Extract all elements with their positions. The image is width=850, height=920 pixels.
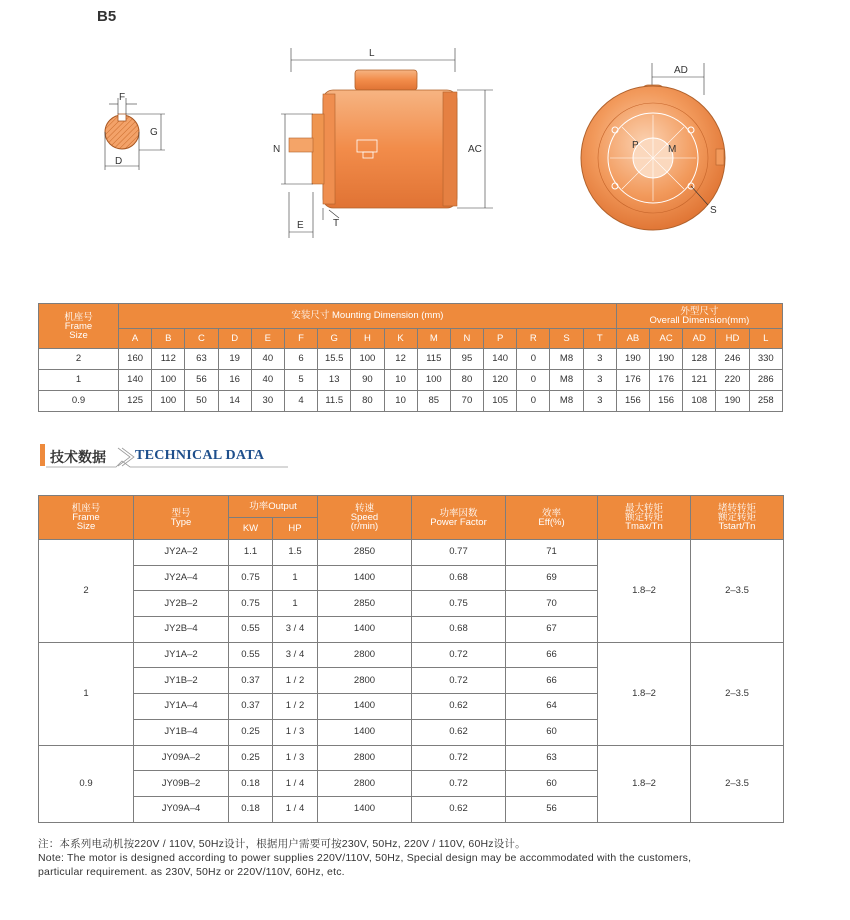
hp-cell: 1 / 2 (273, 668, 318, 694)
dim-label-g: G (150, 127, 158, 138)
column-header-g: G (318, 329, 351, 349)
dimension-cell: 156 (616, 391, 649, 412)
type-cell: JY1B–4 (134, 719, 229, 745)
column-header-c: C (185, 329, 218, 349)
dimension-cell: 3 (583, 349, 616, 370)
section-title-en: TECHNICAL DATA (135, 448, 265, 463)
dimension-cell: 80 (351, 391, 384, 412)
type-cell: JY1A–2 (134, 642, 229, 668)
tstart-cell: 2–3.5 (691, 540, 784, 643)
dimension-cell: 100 (351, 349, 384, 370)
dimension-cell: 10 (384, 370, 417, 391)
column-header-e: E (251, 329, 284, 349)
type-cell: JY2A–4 (134, 565, 229, 591)
dimension-cell: 105 (484, 391, 517, 412)
column-header-hd: HD (716, 329, 749, 349)
column-header-h: H (351, 329, 384, 349)
motor-front-view-drawing (570, 55, 750, 245)
column-header-m: M (417, 329, 450, 349)
dimension-cell: 40 (251, 349, 284, 370)
dimension-cell: 100 (152, 391, 185, 412)
mounting-dimension-table (38, 303, 783, 412)
dimension-cell: 176 (616, 370, 649, 391)
kw-cell: 0.75 (229, 591, 273, 617)
motor-side-view-drawing (265, 42, 500, 242)
dimension-cell: 190 (616, 349, 649, 370)
column-header-p: P (484, 329, 517, 349)
hp-cell: 3 / 4 (273, 642, 318, 668)
note-cn: 注：本系列电动机按220V / 110V, 50Hz设计，根据用户需要可按230V, 50Hz, 220V / 110V, 60Hz设计。 (38, 838, 526, 850)
type-cell: JY1A–4 (134, 694, 229, 720)
dimension-cell: 0 (517, 391, 550, 412)
column-header-l: L (749, 329, 782, 349)
dimension-cell: 100 (417, 370, 450, 391)
dimension-cell: 70 (450, 391, 483, 412)
header-efficiency: 效率 Eff(%) (506, 496, 598, 540)
table-row (39, 642, 784, 668)
dimension-cell: M8 (550, 391, 583, 412)
power-factor-cell: 0.72 (412, 668, 506, 694)
efficiency-cell: 70 (506, 591, 598, 617)
kw-cell: 0.18 (229, 771, 273, 797)
dimension-cell: 220 (716, 370, 749, 391)
dim-label-l: L (369, 48, 375, 59)
header-tmax: 最大转矩 额定转矩 Tmax/Tn (598, 496, 691, 540)
type-cell: JY1B–2 (134, 668, 229, 694)
table-row (39, 745, 784, 771)
power-factor-cell: 0.77 (412, 540, 506, 566)
dimension-cell: 10 (384, 391, 417, 412)
efficiency-cell: 64 (506, 694, 598, 720)
efficiency-cell: 71 (506, 540, 598, 566)
column-header-b: B (152, 329, 185, 349)
section-title-cn: 技术数据 (50, 450, 106, 466)
dimension-cell: 100 (152, 370, 185, 391)
page-title: B5 (97, 8, 117, 25)
speed-cell: 1400 (318, 719, 412, 745)
dimension-cell: 11.5 (318, 391, 351, 412)
dimension-cell: M8 (550, 349, 583, 370)
table-row (39, 370, 783, 391)
frame-size-cell: 0.9 (39, 391, 119, 412)
column-header-a: A (119, 329, 152, 349)
power-factor-cell: 0.62 (412, 796, 506, 822)
speed-cell: 1400 (318, 565, 412, 591)
frame-size-cell: 1 (39, 370, 119, 391)
dimension-cell: 15.5 (318, 349, 351, 370)
header-mounting-dimension: 安装尺寸 Mounting Dimension (mm) (119, 304, 617, 329)
hp-cell: 1.5 (273, 540, 318, 566)
header-kw: KW (229, 518, 273, 540)
efficiency-cell: 66 (506, 642, 598, 668)
header-frame-size: 机座号 Frame Size (39, 496, 134, 540)
dim-label-p: P (632, 140, 639, 151)
efficiency-cell: 60 (506, 719, 598, 745)
column-header-k: K (384, 329, 417, 349)
power-factor-cell: 0.62 (412, 719, 506, 745)
dim-label-s: S (710, 205, 717, 216)
hp-cell: 1 / 4 (273, 796, 318, 822)
speed-cell: 1400 (318, 694, 412, 720)
dim-label-ad: AD (674, 65, 688, 76)
hp-cell: 1 / 3 (273, 745, 318, 771)
kw-cell: 0.18 (229, 796, 273, 822)
speed-cell: 2800 (318, 642, 412, 668)
dimension-cell: 80 (450, 370, 483, 391)
speed-cell: 2850 (318, 591, 412, 617)
dimension-cell: 5 (284, 370, 317, 391)
power-factor-cell: 0.72 (412, 745, 506, 771)
dimension-cell: 176 (650, 370, 683, 391)
efficiency-cell: 56 (506, 796, 598, 822)
header-speed: 转速 Speed (r/min) (318, 496, 412, 540)
hp-cell: 1 / 4 (273, 771, 318, 797)
hp-cell: 3 / 4 (273, 617, 318, 643)
speed-cell: 2800 (318, 771, 412, 797)
frame-size-cell: 2 (39, 349, 119, 370)
kw-cell: 0.55 (229, 642, 273, 668)
kw-cell: 0.37 (229, 694, 273, 720)
dimension-cell: 190 (716, 391, 749, 412)
header-tstart: 堵转转矩 额定转矩 Tstart/Tn (691, 496, 784, 540)
dimension-cell: 19 (218, 349, 251, 370)
tmax-cell: 1.8–2 (598, 642, 691, 745)
column-header-s: S (550, 329, 583, 349)
column-header-row (39, 329, 783, 349)
speed-cell: 1400 (318, 796, 412, 822)
dimension-cell: 121 (683, 370, 716, 391)
column-header-n: N (450, 329, 483, 349)
dim-label-n: N (273, 144, 281, 155)
hp-cell: 1 / 2 (273, 694, 318, 720)
speed-cell: 2800 (318, 745, 412, 771)
speed-cell: 1400 (318, 617, 412, 643)
dimension-cell: 0 (517, 349, 550, 370)
kw-cell: 0.75 (229, 565, 273, 591)
kw-cell: 1.1 (229, 540, 273, 566)
dimension-cell: 85 (417, 391, 450, 412)
efficiency-cell: 60 (506, 771, 598, 797)
column-header-r: R (517, 329, 550, 349)
column-header-t: T (583, 329, 616, 349)
dimension-cell: 330 (749, 349, 782, 370)
dim-label-f: F (119, 92, 126, 103)
kw-cell: 0.55 (229, 617, 273, 643)
dimension-cell: 115 (417, 349, 450, 370)
dim-label-m: M (668, 144, 677, 155)
type-cell: JY2B–2 (134, 591, 229, 617)
dimension-cell: 12 (384, 349, 417, 370)
speed-cell: 2800 (318, 668, 412, 694)
dimension-cell: 56 (185, 370, 218, 391)
dimension-cell: 128 (683, 349, 716, 370)
column-header-ac: AC (650, 329, 683, 349)
hp-cell: 1 / 3 (273, 719, 318, 745)
table-row (39, 540, 784, 566)
dimension-cell: 3 (583, 370, 616, 391)
dim-label-t: T (333, 218, 340, 229)
technical-data-table (38, 495, 784, 823)
power-factor-cell: 0.72 (412, 771, 506, 797)
header-overall-dimension: 外型尺寸 Overall Dimension(mm) (616, 304, 782, 329)
shaft-section-drawing (95, 88, 170, 173)
column-header-d: D (218, 329, 251, 349)
dimension-cell: 160 (119, 349, 152, 370)
dimension-cell: 3 (583, 391, 616, 412)
dim-label-d: D (115, 156, 123, 167)
dimension-cell: 0 (517, 370, 550, 391)
type-cell: JY09A–4 (134, 796, 229, 822)
dimension-cell: 190 (650, 349, 683, 370)
column-header-ab: AB (616, 329, 649, 349)
dimension-cell: 16 (218, 370, 251, 391)
tstart-cell: 2–3.5 (691, 642, 784, 745)
tmax-cell: 1.8–2 (598, 540, 691, 643)
dimension-cell: 13 (318, 370, 351, 391)
frame-size-cell: 2 (39, 540, 134, 643)
kw-cell: 0.37 (229, 668, 273, 694)
dim-label-ac: AC (468, 144, 482, 155)
dimension-cell: 112 (152, 349, 185, 370)
dimension-cell: 90 (351, 370, 384, 391)
dimension-cell: 120 (484, 370, 517, 391)
power-factor-cell: 0.68 (412, 565, 506, 591)
dimension-cell: 30 (251, 391, 284, 412)
type-cell: JY2A–2 (134, 540, 229, 566)
dimension-cell: 4 (284, 391, 317, 412)
kw-cell: 0.25 (229, 745, 273, 771)
hp-cell: 1 (273, 591, 318, 617)
dimension-cell: 95 (450, 349, 483, 370)
column-header-ad: AD (683, 329, 716, 349)
header-hp: HP (273, 518, 318, 540)
hp-cell: 1 (273, 565, 318, 591)
dimension-cell: 63 (185, 349, 218, 370)
frame-size-cell: 0.9 (39, 745, 134, 822)
dim-label-e: E (297, 220, 304, 231)
speed-cell: 2850 (318, 540, 412, 566)
dimension-cell: 258 (749, 391, 782, 412)
dimension-cell: 125 (119, 391, 152, 412)
kw-cell: 0.25 (229, 719, 273, 745)
type-cell: JY09A–2 (134, 745, 229, 771)
efficiency-cell: 69 (506, 565, 598, 591)
section-title (38, 440, 358, 470)
dimension-cell: 6 (284, 349, 317, 370)
power-factor-cell: 0.72 (412, 642, 506, 668)
type-cell: JY09B–2 (134, 771, 229, 797)
dimension-cell: 140 (119, 370, 152, 391)
tmax-cell: 1.8–2 (598, 745, 691, 822)
power-factor-cell: 0.62 (412, 694, 506, 720)
dimension-cell: 108 (683, 391, 716, 412)
table-row (39, 391, 783, 412)
dimension-cell: 50 (185, 391, 218, 412)
note-en-line-1: Note: The motor is designed according to power supplies 220V/110V, 50Hz, Special design may be accommodated with the customers, (38, 852, 692, 864)
dimension-cell: 140 (484, 349, 517, 370)
header-frame-size: 机座号 Frame Size (39, 304, 119, 349)
dimension-cell: M8 (550, 370, 583, 391)
header-type: 型号 Type (134, 496, 229, 540)
dimension-cell: 246 (716, 349, 749, 370)
tstart-cell: 2–3.5 (691, 745, 784, 822)
power-factor-cell: 0.68 (412, 617, 506, 643)
dimension-cell: 286 (749, 370, 782, 391)
dimension-cell: 156 (650, 391, 683, 412)
frame-size-cell: 1 (39, 642, 134, 745)
header-output: 功率Output (229, 496, 318, 518)
note-en-line-2: particular requirement. as 230V, 50Hz or 220V/110V, 60Hz, etc. (38, 866, 345, 878)
power-factor-cell: 0.75 (412, 591, 506, 617)
table-row (39, 349, 783, 370)
column-header-f: F (284, 329, 317, 349)
type-cell: JY2B–4 (134, 617, 229, 643)
efficiency-cell: 67 (506, 617, 598, 643)
dimension-cell: 14 (218, 391, 251, 412)
dimension-cell: 40 (251, 370, 284, 391)
efficiency-cell: 66 (506, 668, 598, 694)
efficiency-cell: 63 (506, 745, 598, 771)
header-power-factor: 功率因数 Power Factor (412, 496, 506, 540)
